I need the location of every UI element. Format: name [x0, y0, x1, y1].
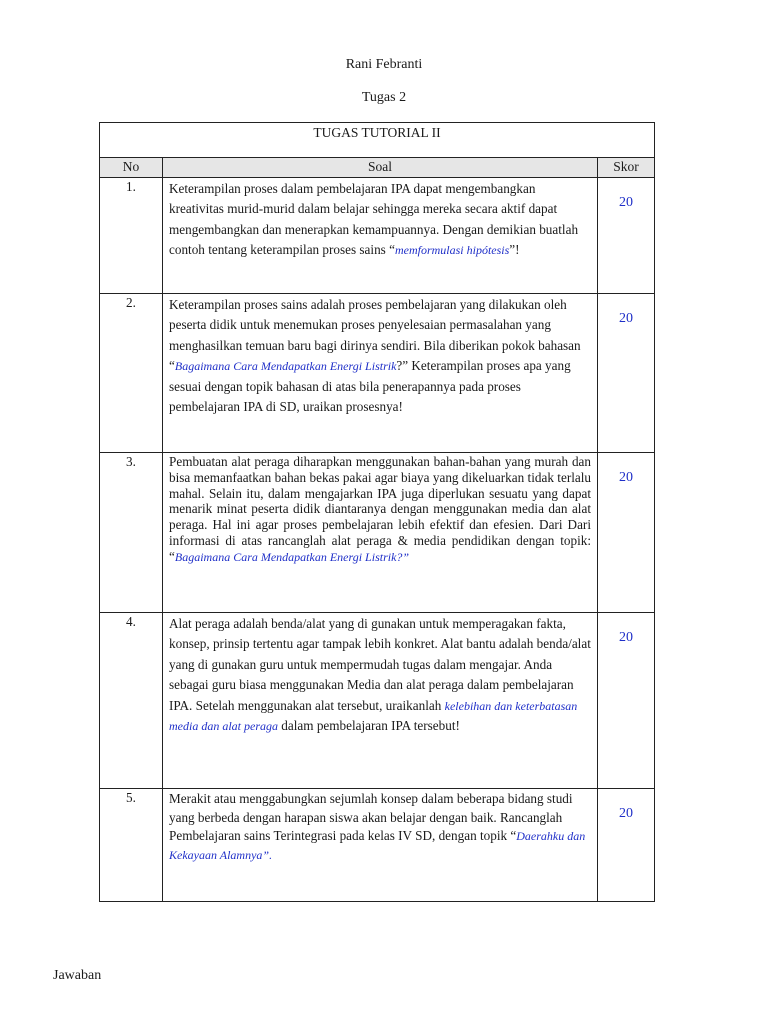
question-score [598, 789, 655, 902]
question-text [163, 178, 598, 294]
question-highlight: memformulasi hipótesis [394, 243, 510, 258]
question-text-part: Keterampilan proses dalam pembelajaran IPA dapat mengembangkan kreativitas murid-murid dalam belajar sehingga mereka secara aktif dapat mengembangkan dan menerapkan kemampuannya. Dengan demikian buatlah contoh tentang keterampilan proses sains “ [169, 181, 579, 258]
table-row [100, 294, 655, 453]
question-number: 3. [100, 453, 163, 613]
score-value: 20 [619, 311, 633, 326]
question-highlight: kelebihan dan keterbatasan media dan alat peraga [169, 698, 578, 734]
question-text-part: Alat peraga adalah benda/alat yang di gunakan untuk memperagakan fakta, konsep, prinsip tertentu agar tampak lebih konkret. Alat bantu adalah benda/alat yang di gunakan guru untuk mempermudah tugas dalam mengajar. Anda sebagai guru biasa menggunakan Media dan alat peraga dalam pembelajaran IPA. Setelah menggunakan alat tersebut, uraikanlah [169, 616, 591, 713]
question-text-part: Keterampilan proses sains adalah proses pembelajaran yang dilakukan oleh peserta didik untuk menemukan proses penyelesaian permasalahan yang menghasilkan temuan baru bagi dirinya sendiri. Bila diberikan pokok bahasan “ [169, 297, 581, 374]
question-highlight: Bagaimana Cara Mendapatkan Energi Listrik?” [174, 549, 410, 564]
table-row [100, 613, 655, 789]
table-title-row [100, 123, 655, 158]
question-text [163, 294, 598, 453]
question-text [163, 613, 598, 789]
question-text-part: ?” Keterampilan proses apa yang sesuai dengan topik bahasan di atas bila penerapannya pada proses pembelajaran IPA di SD, uraikan prosesnya! [169, 358, 571, 415]
table-row [100, 789, 655, 902]
column-header-no: No [100, 158, 163, 178]
question-number: 4. [100, 613, 163, 789]
column-header-soal: Soal [163, 158, 598, 178]
table-row [100, 453, 655, 613]
score-value: 20 [619, 806, 633, 821]
question-number: 1. [100, 178, 163, 294]
table-row [100, 178, 655, 294]
question-score [598, 178, 655, 294]
answer-label: Jawaban [53, 968, 102, 983]
question-score [598, 453, 655, 613]
question-score [598, 294, 655, 453]
question-number: 5. [100, 789, 163, 902]
score-value: 20 [619, 630, 633, 645]
question-number: 2. [100, 294, 163, 453]
question-highlight: Daerahku dan Kekayaan Alamnya”. [169, 829, 586, 862]
question-text [163, 453, 598, 613]
question-text-part: Pembuatan alat peraga diharapkan menggunakan bahan-bahan yang murah dan bisa memanfaatkan bahan bekas pakai agar biaya yang dikeluarkan tidak terlalu mahal. Selain itu, dalam mengajarkan IPA juga diperlukan sesuatu yang dapat menarik minat peserta didik diantaranya dengan menggunakan media dan alat peraga. Hal ini agar proses pembelajaran lebih efektif dan efesien. Dari Dari informasi di atas rancanglah alat peraga & media pendidikan dengan topik: “ [169, 454, 591, 564]
question-highlight: Bagaimana Cara Mendapatkan Energi Listrik [174, 359, 397, 374]
score-value: 20 [619, 470, 633, 485]
table-header-row [100, 158, 655, 178]
question-text-part: ”! [509, 242, 520, 258]
assignment-title: Tugas 2 [361, 90, 407, 105]
score-value: 20 [619, 195, 633, 210]
question-text [163, 789, 598, 902]
table-title: TUGAS TUTORIAL II [100, 123, 655, 158]
column-header-skor: Skor [598, 158, 655, 178]
question-text-part: Merakit atau menggabungkan sejumlah konsep dalam beberapa bidang studi yang berbeda dengan harapan siswa akan belajar dengan baik. Rancanglah Pembelajaran sains Terintegrasi pada kelas IV SD, dengan topik “ [169, 791, 573, 844]
author-name: Rani Febranti [345, 57, 423, 72]
question-score [598, 613, 655, 789]
assignment-table [99, 122, 655, 902]
question-text-part: dalam pembelajaran IPA tersebut! [278, 718, 460, 734]
